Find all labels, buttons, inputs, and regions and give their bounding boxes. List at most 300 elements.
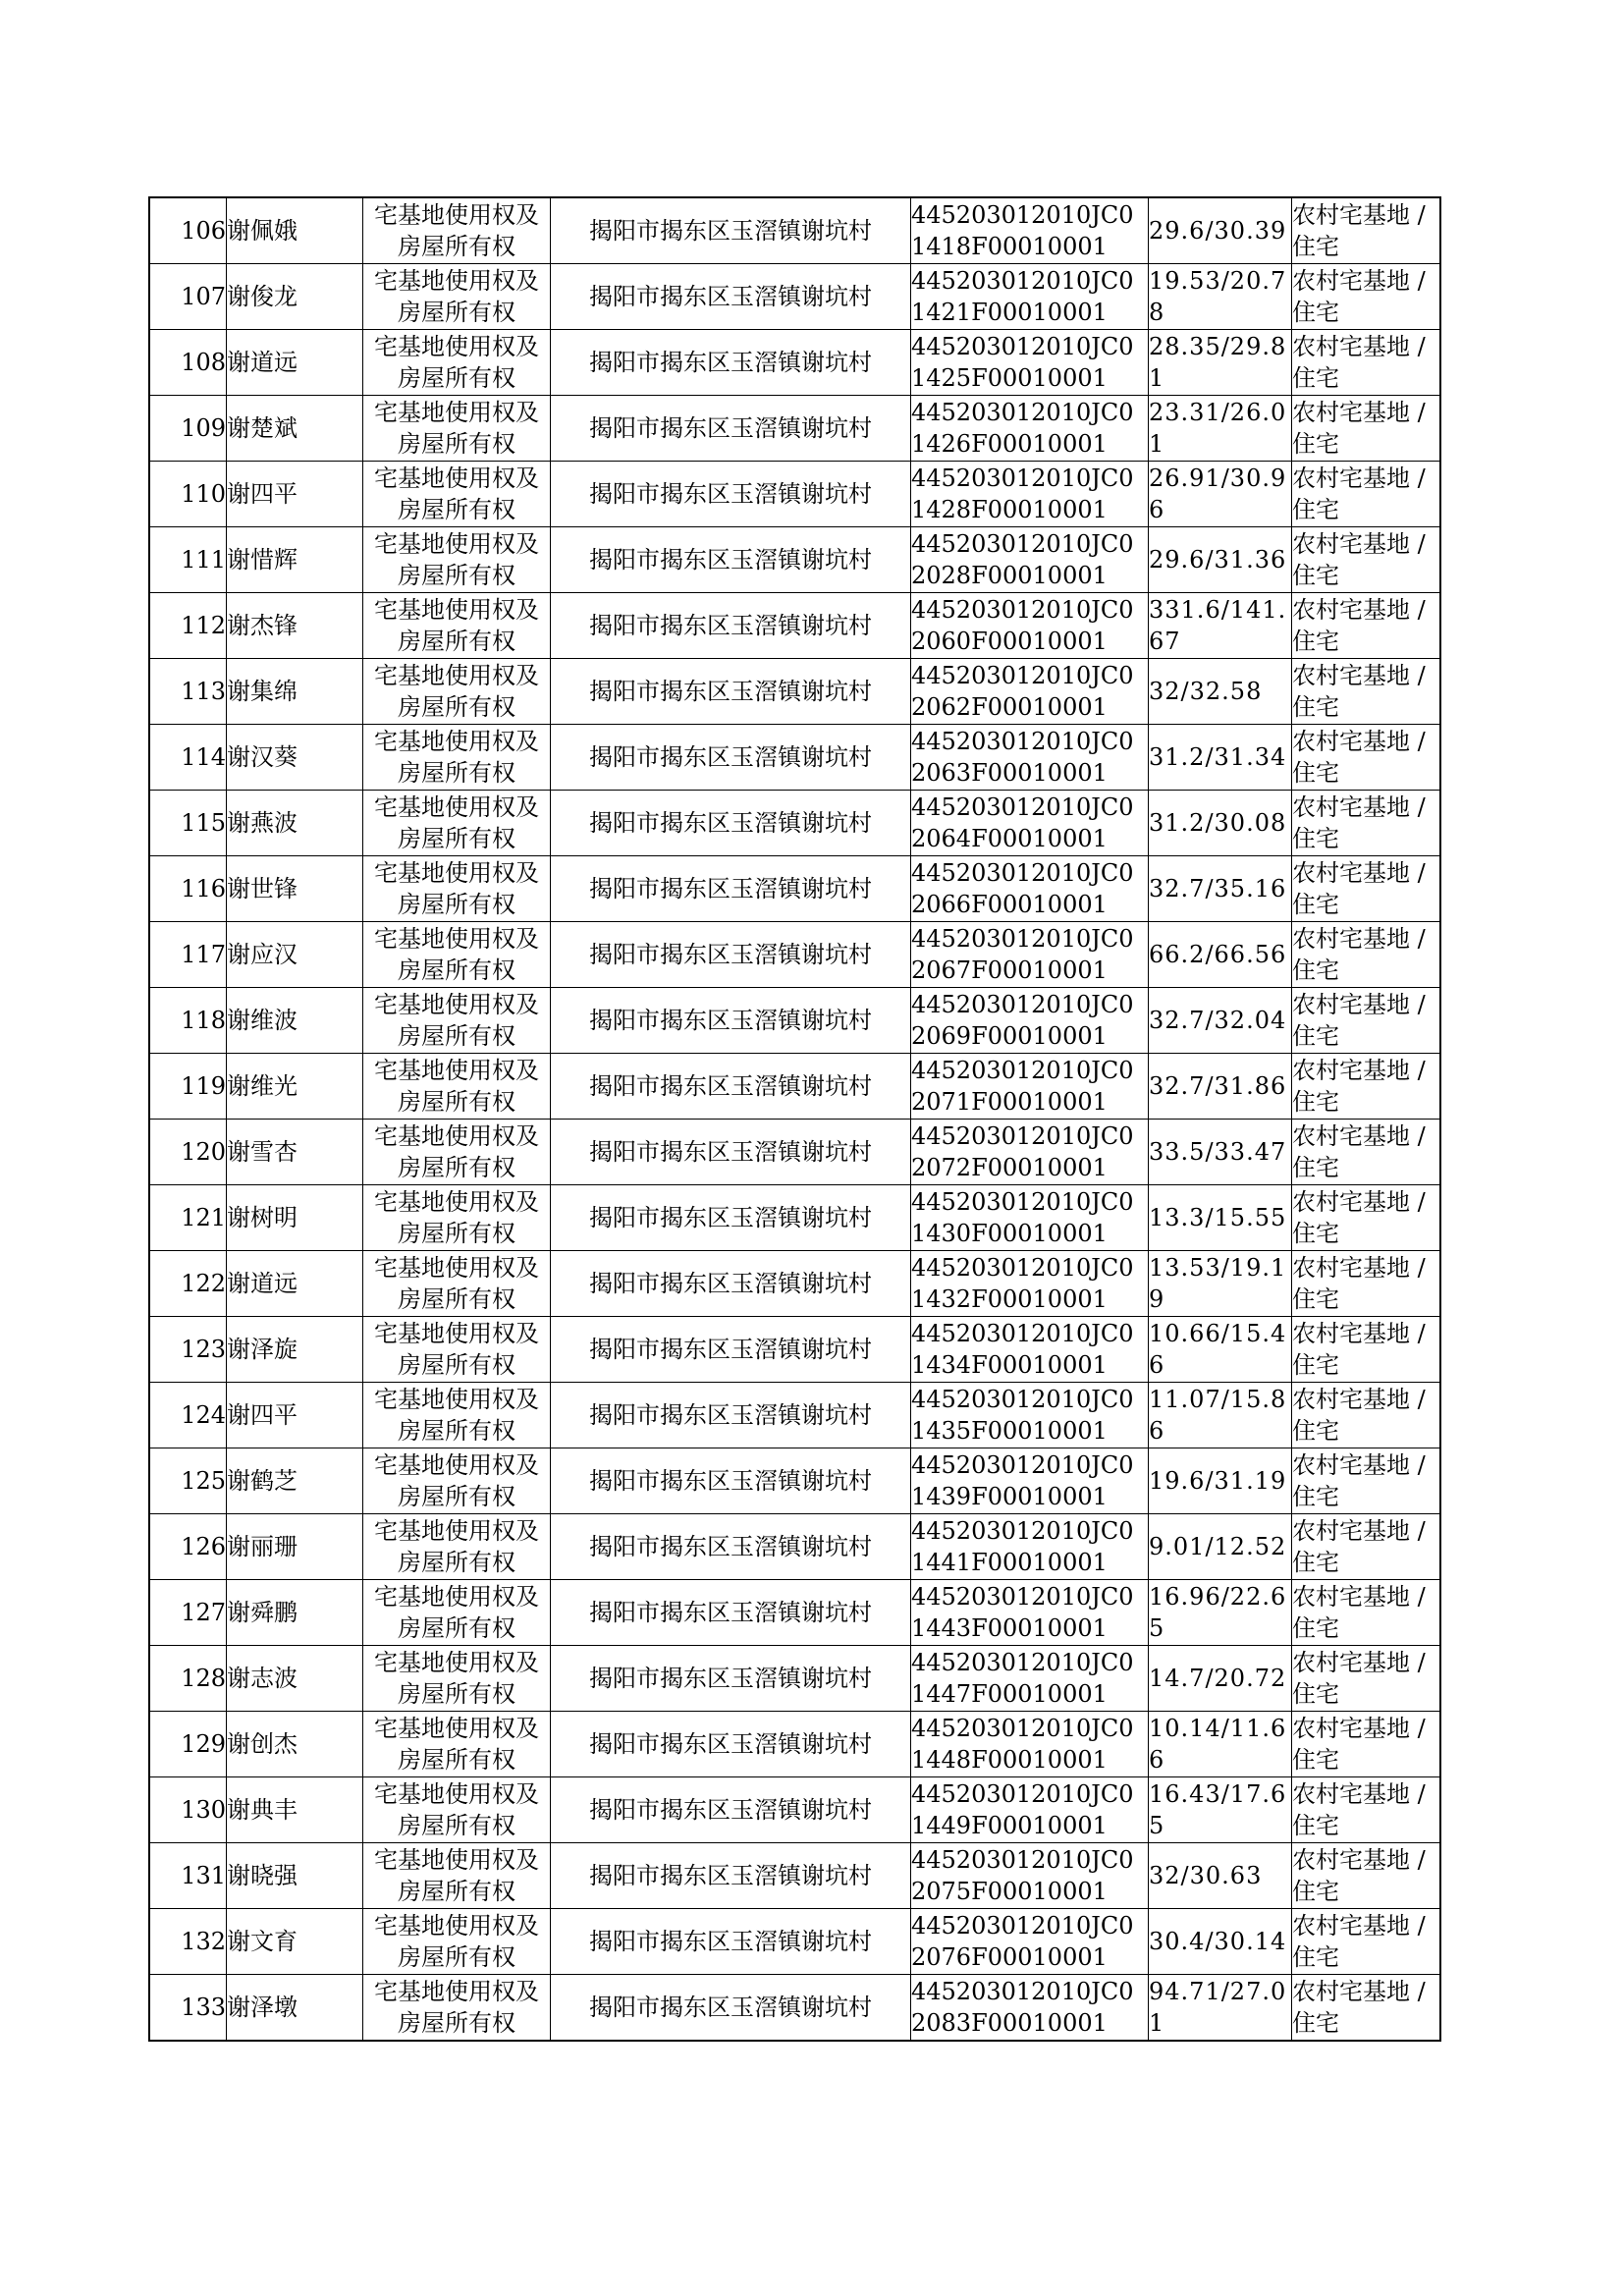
address-cell-text: 揭阳市揭东区玉滘镇谢坑村 — [589, 1665, 872, 1692]
area-cell-text: 31.2/30.08 — [1149, 809, 1287, 837]
address-cell-text: 揭阳市揭东区玉滘镇谢坑村 — [589, 1994, 872, 2021]
area-cell-text: 19.53/20.78 — [1149, 267, 1287, 326]
owner-name-cell-text: 谢汉葵 — [227, 743, 298, 771]
land-use-cell — [1292, 1712, 1441, 1777]
owner-name-cell-text: 谢树明 — [227, 1204, 298, 1231]
owner-name-cell — [227, 1843, 363, 1909]
unit-code-cell — [911, 527, 1149, 593]
land-use-cell — [1292, 1646, 1441, 1712]
address-cell — [551, 264, 911, 330]
address-cell-text: 揭阳市揭东区玉滘镇谢坑村 — [589, 1204, 872, 1231]
unit-code-cell-text: 445203012010JC02060F00010001 — [911, 596, 1134, 655]
area-cell-text: 28.35/29.81 — [1149, 333, 1287, 392]
owner-name-cell — [227, 725, 363, 791]
land-use-cell — [1292, 659, 1441, 725]
row-number-cell — [149, 1580, 227, 1646]
owner-name-cell-text: 谢四平 — [227, 480, 298, 508]
table-row — [149, 725, 1440, 791]
owner-name-cell — [227, 1975, 363, 2042]
owner-name-cell — [227, 1514, 363, 1580]
address-cell — [551, 1909, 911, 1975]
address-cell — [551, 396, 911, 462]
right-type-cell-text: 宅基地使用权及房屋所有权 — [374, 1386, 539, 1445]
owner-name-cell-text: 谢泽墩 — [227, 1994, 298, 2021]
unit-code-cell — [911, 791, 1149, 856]
right-type-cell — [363, 1317, 551, 1383]
address-cell — [551, 1383, 911, 1448]
row-number-cell — [149, 988, 227, 1054]
row-number-cell-text: 131 — [181, 1862, 226, 1889]
owner-name-cell — [227, 1777, 363, 1843]
address-cell-text: 揭阳市揭东区玉滘镇谢坑村 — [589, 349, 872, 376]
right-type-cell — [363, 1580, 551, 1646]
row-number-cell — [149, 1975, 227, 2042]
area-cell — [1149, 1448, 1292, 1514]
owner-name-cell-text: 谢集绵 — [227, 678, 298, 705]
right-type-cell-text: 宅基地使用权及房屋所有权 — [374, 1780, 539, 1839]
area-cell-text: 33.5/33.47 — [1149, 1138, 1287, 1166]
row-number-cell — [149, 1383, 227, 1448]
unit-code-cell — [911, 1054, 1149, 1120]
address-cell — [551, 1317, 911, 1383]
table-row — [149, 330, 1440, 396]
table-row — [149, 1975, 1440, 2042]
land-use-cell — [1292, 856, 1441, 922]
area-cell — [1149, 1251, 1292, 1317]
address-cell-text: 揭阳市揭东区玉滘镇谢坑村 — [589, 612, 872, 639]
row-number-cell-text: 128 — [181, 1665, 226, 1692]
row-number-cell-text: 126 — [181, 1533, 226, 1560]
owner-name-cell-text: 谢佩娥 — [227, 217, 298, 245]
area-cell-text: 19.6/31.19 — [1149, 1467, 1287, 1495]
row-number-cell-text: 122 — [181, 1270, 226, 1297]
row-number-cell — [149, 1054, 227, 1120]
right-type-cell — [363, 659, 551, 725]
address-cell — [551, 988, 911, 1054]
owner-name-cell — [227, 1120, 363, 1185]
land-use-cell — [1292, 1383, 1441, 1448]
unit-code-cell — [911, 1120, 1149, 1185]
owner-name-cell-text: 谢创杰 — [227, 1730, 298, 1758]
owner-name-cell — [227, 1580, 363, 1646]
land-use-cell-text: 农村宅基地 / 住宅 — [1292, 1057, 1426, 1116]
area-cell-text: 31.2/31.34 — [1149, 743, 1287, 771]
land-use-cell-text: 农村宅基地 / 住宅 — [1292, 793, 1426, 852]
right-type-cell-text: 宅基地使用权及房屋所有权 — [374, 1912, 539, 1971]
right-type-cell-text: 宅基地使用权及房屋所有权 — [374, 1583, 539, 1642]
address-cell-text: 揭阳市揭东区玉滘镇谢坑村 — [589, 1599, 872, 1626]
right-type-cell-text: 宅基地使用权及房屋所有权 — [374, 201, 539, 260]
right-type-cell-text: 宅基地使用权及房屋所有权 — [374, 1451, 539, 1510]
land-use-cell-text: 农村宅基地 / 住宅 — [1292, 201, 1426, 260]
row-number-cell — [149, 1448, 227, 1514]
area-cell-text: 94.71/27.01 — [1149, 1978, 1287, 2037]
right-type-cell — [363, 330, 551, 396]
table-row — [149, 922, 1440, 988]
land-use-cell-text: 农村宅基地 / 住宅 — [1292, 1122, 1426, 1181]
row-number-cell — [149, 725, 227, 791]
table-row — [149, 1777, 1440, 1843]
address-cell — [551, 462, 911, 527]
area-cell-text: 26.91/30.96 — [1149, 464, 1287, 523]
area-cell — [1149, 1646, 1292, 1712]
address-cell — [551, 725, 911, 791]
land-use-cell-text: 农村宅基地 / 住宅 — [1292, 1451, 1426, 1510]
right-type-cell — [363, 1777, 551, 1843]
owner-name-cell-text: 谢道远 — [227, 349, 298, 376]
table-row — [149, 1383, 1440, 1448]
unit-code-cell-text: 445203012010JC01448F00010001 — [911, 1715, 1134, 1774]
land-use-cell-text: 农村宅基地 / 住宅 — [1292, 1254, 1426, 1313]
area-cell-text: 13.3/15.55 — [1149, 1204, 1287, 1231]
right-type-cell — [363, 1054, 551, 1120]
land-use-cell-text: 农村宅基地 / 住宅 — [1292, 596, 1426, 655]
land-use-cell — [1292, 527, 1441, 593]
area-cell — [1149, 856, 1292, 922]
land-use-cell — [1292, 1514, 1441, 1580]
land-use-cell-text: 农村宅基地 / 住宅 — [1292, 925, 1426, 984]
owner-name-cell — [227, 988, 363, 1054]
table-row — [149, 1120, 1440, 1185]
unit-code-cell-text: 445203012010JC02083F00010001 — [911, 1978, 1134, 2037]
right-type-cell-text: 宅基地使用权及房屋所有权 — [374, 464, 539, 523]
land-use-cell-text: 农村宅基地 / 住宅 — [1292, 1386, 1426, 1445]
right-type-cell-text: 宅基地使用权及房屋所有权 — [374, 1254, 539, 1313]
right-type-cell — [363, 1120, 551, 1185]
address-cell-text: 揭阳市揭东区玉滘镇谢坑村 — [589, 1862, 872, 1889]
owner-name-cell-text: 谢四平 — [227, 1401, 298, 1429]
unit-code-cell-text: 445203012010JC02076F00010001 — [911, 1912, 1134, 1971]
owner-name-cell-text: 谢泽旋 — [227, 1336, 298, 1363]
right-type-cell — [363, 988, 551, 1054]
row-number-cell-text: 117 — [181, 941, 226, 968]
unit-code-cell — [911, 1317, 1149, 1383]
address-cell-text: 揭阳市揭东区玉滘镇谢坑村 — [589, 1270, 872, 1297]
unit-code-cell — [911, 1712, 1149, 1777]
address-cell — [551, 791, 911, 856]
row-number-cell — [149, 659, 227, 725]
unit-code-cell — [911, 1251, 1149, 1317]
land-use-cell — [1292, 1843, 1441, 1909]
row-number-cell — [149, 197, 227, 264]
unit-code-cell — [911, 1185, 1149, 1251]
right-type-cell-text: 宅基地使用权及房屋所有权 — [374, 793, 539, 852]
land-use-cell-text: 农村宅基地 / 住宅 — [1292, 1517, 1426, 1576]
row-number-cell-text: 115 — [181, 809, 226, 837]
land-use-cell-text: 农村宅基地 / 住宅 — [1292, 1320, 1426, 1379]
row-number-cell-text: 112 — [181, 612, 226, 639]
right-type-cell-text: 宅基地使用权及房屋所有权 — [374, 1188, 539, 1247]
row-number-cell — [149, 264, 227, 330]
unit-code-cell-text: 445203012010JC02072F00010001 — [911, 1122, 1134, 1181]
unit-code-cell — [911, 1646, 1149, 1712]
right-type-cell — [363, 791, 551, 856]
land-use-cell-text: 农村宅基地 / 住宅 — [1292, 1649, 1426, 1708]
land-use-cell-text: 农村宅基地 / 住宅 — [1292, 1780, 1426, 1839]
table-row — [149, 1054, 1440, 1120]
area-cell-text: 9.01/12.52 — [1149, 1533, 1287, 1560]
owner-name-cell — [227, 1712, 363, 1777]
owner-name-cell — [227, 922, 363, 988]
unit-code-cell-text: 445203012010JC01434F00010001 — [911, 1320, 1134, 1379]
right-type-cell-text: 宅基地使用权及房屋所有权 — [374, 1122, 539, 1181]
area-cell-text: 66.2/66.56 — [1149, 941, 1287, 968]
right-type-cell-text: 宅基地使用权及房屋所有权 — [374, 859, 539, 918]
owner-name-cell-text: 谢丽珊 — [227, 1533, 298, 1560]
right-type-cell — [363, 1514, 551, 1580]
row-number-cell — [149, 922, 227, 988]
owner-name-cell — [227, 1251, 363, 1317]
owner-name-cell — [227, 462, 363, 527]
area-cell-text: 23.31/26.01 — [1149, 399, 1287, 458]
address-cell — [551, 1712, 911, 1777]
address-cell-text: 揭阳市揭东区玉滘镇谢坑村 — [589, 283, 872, 310]
unit-code-cell-text: 445203012010JC01435F00010001 — [911, 1386, 1134, 1445]
area-cell-text: 16.43/17.65 — [1149, 1780, 1287, 1839]
unit-code-cell — [911, 1843, 1149, 1909]
area-cell — [1149, 264, 1292, 330]
row-number-cell-text: 109 — [181, 414, 226, 442]
right-type-cell-text: 宅基地使用权及房屋所有权 — [374, 1057, 539, 1116]
unit-code-cell — [911, 1383, 1149, 1448]
owner-name-cell — [227, 1383, 363, 1448]
owner-name-cell — [227, 1646, 363, 1712]
unit-code-cell — [911, 593, 1149, 659]
land-use-cell-text: 农村宅基地 / 住宅 — [1292, 267, 1426, 326]
owner-name-cell — [227, 1185, 363, 1251]
land-use-cell — [1292, 988, 1441, 1054]
unit-code-cell-text: 445203012010JC01449F00010001 — [911, 1780, 1134, 1839]
area-cell-text: 16.96/22.65 — [1149, 1583, 1287, 1642]
table-row — [149, 396, 1440, 462]
address-cell — [551, 1120, 911, 1185]
unit-code-cell-text: 445203012010JC02075F00010001 — [911, 1846, 1134, 1905]
unit-code-cell — [911, 462, 1149, 527]
area-cell — [1149, 1120, 1292, 1185]
right-type-cell-text: 宅基地使用权及房屋所有权 — [374, 399, 539, 458]
row-number-cell — [149, 1843, 227, 1909]
unit-code-cell — [911, 264, 1149, 330]
land-use-cell-text: 农村宅基地 / 住宅 — [1292, 1978, 1426, 2037]
row-number-cell-text: 108 — [181, 349, 226, 376]
area-cell — [1149, 527, 1292, 593]
owner-name-cell — [227, 527, 363, 593]
row-number-cell — [149, 1909, 227, 1975]
owner-name-cell-text: 谢维波 — [227, 1007, 298, 1034]
table-row — [149, 1251, 1440, 1317]
land-use-cell — [1292, 1251, 1441, 1317]
area-cell — [1149, 1777, 1292, 1843]
right-type-cell-text: 宅基地使用权及房屋所有权 — [374, 1846, 539, 1905]
land-use-cell-text: 农村宅基地 / 住宅 — [1292, 1912, 1426, 1971]
unit-code-cell-text: 445203012010JC01441F00010001 — [911, 1517, 1134, 1576]
area-cell-text: 32.7/32.04 — [1149, 1007, 1287, 1034]
unit-code-cell-text: 445203012010JC01430F00010001 — [911, 1188, 1134, 1247]
unit-code-cell — [911, 197, 1149, 264]
owner-name-cell — [227, 1054, 363, 1120]
table-row — [149, 1646, 1440, 1712]
unit-code-cell — [911, 856, 1149, 922]
land-use-cell — [1292, 264, 1441, 330]
address-cell-text: 揭阳市揭东区玉滘镇谢坑村 — [589, 546, 872, 574]
right-type-cell — [363, 856, 551, 922]
area-cell — [1149, 462, 1292, 527]
unit-code-cell — [911, 330, 1149, 396]
unit-code-cell-text: 445203012010JC02062F00010001 — [911, 662, 1134, 721]
address-cell — [551, 1646, 911, 1712]
right-type-cell — [363, 725, 551, 791]
area-cell-text: 32.7/35.16 — [1149, 875, 1287, 902]
address-cell-text: 揭阳市揭东区玉滘镇谢坑村 — [589, 414, 872, 442]
area-cell-text: 32/32.58 — [1149, 678, 1263, 705]
table-row — [149, 856, 1440, 922]
unit-code-cell-text: 445203012010JC01425F00010001 — [911, 333, 1134, 392]
row-number-cell-text: 123 — [181, 1336, 226, 1363]
unit-code-cell — [911, 1448, 1149, 1514]
right-type-cell-text: 宅基地使用权及房屋所有权 — [374, 728, 539, 787]
owner-name-cell — [227, 396, 363, 462]
address-cell — [551, 1777, 911, 1843]
area-cell — [1149, 1383, 1292, 1448]
address-cell — [551, 659, 911, 725]
area-cell-text: 29.6/31.36 — [1149, 546, 1287, 574]
address-cell — [551, 197, 911, 264]
area-cell — [1149, 593, 1292, 659]
area-cell — [1149, 1514, 1292, 1580]
area-cell-text: 32/30.63 — [1149, 1862, 1263, 1889]
address-cell — [551, 593, 911, 659]
row-number-cell-text: 130 — [181, 1796, 226, 1824]
address-cell — [551, 1514, 911, 1580]
unit-code-cell-text: 445203012010JC01432F00010001 — [911, 1254, 1134, 1313]
address-cell-text: 揭阳市揭东区玉滘镇谢坑村 — [589, 1336, 872, 1363]
address-cell-text: 揭阳市揭东区玉滘镇谢坑村 — [589, 1401, 872, 1429]
owner-name-cell-text: 谢杰锋 — [227, 612, 298, 639]
row-number-cell — [149, 396, 227, 462]
area-cell — [1149, 1843, 1292, 1909]
table-row — [149, 462, 1440, 527]
row-number-cell-text: 111 — [181, 546, 226, 574]
table-row — [149, 1843, 1440, 1909]
unit-code-cell-text: 445203012010JC02063F00010001 — [911, 728, 1134, 787]
land-use-cell-text: 农村宅基地 / 住宅 — [1292, 859, 1426, 918]
unit-code-cell-text: 445203012010JC02067F00010001 — [911, 925, 1134, 984]
address-cell — [551, 1580, 911, 1646]
land-use-cell — [1292, 1317, 1441, 1383]
right-type-cell — [363, 264, 551, 330]
right-type-cell-text: 宅基地使用权及房屋所有权 — [374, 925, 539, 984]
unit-code-cell-text: 445203012010JC02066F00010001 — [911, 859, 1134, 918]
area-cell — [1149, 396, 1292, 462]
table-row — [149, 593, 1440, 659]
area-cell — [1149, 725, 1292, 791]
right-type-cell-text: 宅基地使用权及房屋所有权 — [374, 1320, 539, 1379]
address-cell-text: 揭阳市揭东区玉滘镇谢坑村 — [589, 1730, 872, 1758]
address-cell-text: 揭阳市揭东区玉滘镇谢坑村 — [589, 217, 872, 245]
table-row — [149, 527, 1440, 593]
table-row — [149, 791, 1440, 856]
unit-code-cell — [911, 922, 1149, 988]
area-cell — [1149, 988, 1292, 1054]
address-cell-text: 揭阳市揭东区玉滘镇谢坑村 — [589, 480, 872, 508]
land-use-cell-text: 农村宅基地 / 住宅 — [1292, 530, 1426, 589]
owner-name-cell-text: 谢晓强 — [227, 1862, 298, 1889]
right-type-cell — [363, 462, 551, 527]
right-type-cell-text: 宅基地使用权及房屋所有权 — [374, 1978, 539, 2037]
owner-name-cell-text: 谢俊龙 — [227, 283, 298, 310]
row-number-cell-text: 132 — [181, 1928, 226, 1955]
row-number-cell-text: 118 — [181, 1007, 226, 1034]
address-cell-text: 揭阳市揭东区玉滘镇谢坑村 — [589, 678, 872, 705]
owner-name-cell-text: 谢舜鹏 — [227, 1599, 298, 1626]
row-number-cell-text: 119 — [181, 1072, 226, 1100]
area-cell — [1149, 791, 1292, 856]
right-type-cell — [363, 922, 551, 988]
table-row — [149, 1185, 1440, 1251]
address-cell-text: 揭阳市揭东区玉滘镇谢坑村 — [589, 1072, 872, 1100]
address-cell — [551, 1185, 911, 1251]
area-cell — [1149, 922, 1292, 988]
right-type-cell — [363, 1185, 551, 1251]
row-number-cell-text: 133 — [181, 1994, 226, 2021]
owner-name-cell — [227, 1317, 363, 1383]
owner-name-cell-text: 谢惜辉 — [227, 546, 298, 574]
owner-name-cell-text: 谢燕波 — [227, 809, 298, 837]
row-number-cell — [149, 1251, 227, 1317]
right-type-cell-text: 宅基地使用权及房屋所有权 — [374, 1649, 539, 1708]
area-cell — [1149, 1580, 1292, 1646]
right-type-cell-text: 宅基地使用权及房屋所有权 — [374, 1517, 539, 1576]
address-cell-text: 揭阳市揭东区玉滘镇谢坑村 — [589, 941, 872, 968]
right-type-cell-text: 宅基地使用权及房屋所有权 — [374, 267, 539, 326]
area-cell-text: 13.53/19.19 — [1149, 1254, 1287, 1313]
right-type-cell-text: 宅基地使用权及房屋所有权 — [374, 530, 539, 589]
owner-name-cell — [227, 1909, 363, 1975]
table-row — [149, 1712, 1440, 1777]
right-type-cell — [363, 1646, 551, 1712]
address-cell — [551, 1251, 911, 1317]
area-cell — [1149, 659, 1292, 725]
area-cell-text: 331.6/141.67 — [1149, 596, 1287, 655]
area-cell — [1149, 1054, 1292, 1120]
land-use-cell — [1292, 725, 1441, 791]
row-number-cell — [149, 1712, 227, 1777]
land-use-cell-text: 农村宅基地 / 住宅 — [1292, 728, 1426, 787]
owner-name-cell-text: 谢志波 — [227, 1665, 298, 1692]
row-number-cell — [149, 330, 227, 396]
right-type-cell-text: 宅基地使用权及房屋所有权 — [374, 596, 539, 655]
row-number-cell-text: 121 — [181, 1204, 226, 1231]
area-cell-text: 10.66/15.46 — [1149, 1320, 1287, 1379]
land-use-cell-text: 农村宅基地 / 住宅 — [1292, 464, 1426, 523]
address-cell-text: 揭阳市揭东区玉滘镇谢坑村 — [589, 809, 872, 837]
right-type-cell — [363, 527, 551, 593]
table-row — [149, 1448, 1440, 1514]
owner-name-cell-text: 谢典丰 — [227, 1796, 298, 1824]
owner-name-cell — [227, 856, 363, 922]
owner-name-cell-text: 谢维光 — [227, 1072, 298, 1100]
land-use-cell-text: 农村宅基地 / 住宅 — [1292, 399, 1426, 458]
owner-name-cell-text: 谢鹤芝 — [227, 1467, 298, 1495]
land-use-cell — [1292, 1185, 1441, 1251]
row-number-cell — [149, 1120, 227, 1185]
owner-name-cell — [227, 791, 363, 856]
right-type-cell-text: 宅基地使用权及房屋所有权 — [374, 333, 539, 392]
unit-code-cell-text: 445203012010JC02069F00010001 — [911, 991, 1134, 1050]
row-number-cell — [149, 1514, 227, 1580]
area-cell — [1149, 1317, 1292, 1383]
owner-name-cell-text: 谢应汉 — [227, 941, 298, 968]
